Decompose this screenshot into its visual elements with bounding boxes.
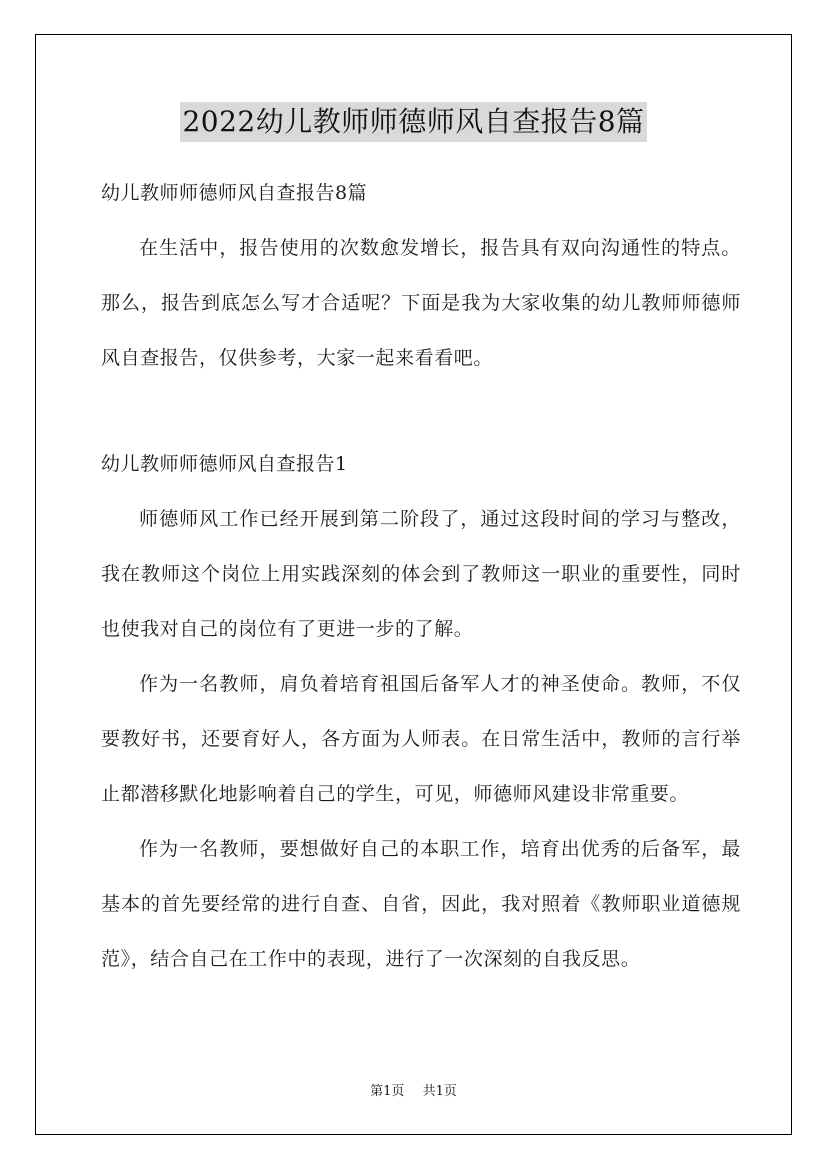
- document-title: 2022幼儿教师师德师风自查报告8篇: [180, 102, 646, 142]
- title-container: [0, 102, 827, 142]
- subtitle-text: 幼儿教师师德师风自查报告8篇: [101, 182, 368, 204]
- section-heading: 幼儿教师师德师风自查报告1: [101, 453, 348, 475]
- intro-paragraph: 在生活中，报告使用的次数愈发增长，报告具有双向沟通性的特点。那么，报告到底怎么写才合适呢？下面是我为大家收集的幼儿教师师德师风自查报告，仅供参考，大家一起来看看吧。: [101, 237, 741, 369]
- section-paragraph: 作为一名教师，肩负着培育祖国后备军人才的神圣使命。教师，不仅要教好书，还要育好人，各方面为人师表。在日常生活中，教师的言行举止都潜移默化地影响着自己的学生，可见，师德师风建设非常重要。: [101, 673, 741, 805]
- section-paragraph: 作为一名教师，要想做好自己的本职工作，培育出优秀的后备军，最基本的首先要经常的进行自查、自省，因此，我对照着《教师职业道德规范》，结合自己在工作中的表现，进行了一次深刻的自我反思。: [101, 838, 741, 970]
- section-paragraph: 师德师风工作已经开展到第二阶段了，通过这段时间的学习与整改，我在教师这个岗位上用实践深刻的体会到了教师这一职业的重要性，同时也使我对自己的岗位有了更进一步的了解。: [101, 508, 741, 640]
- page-number-total: 共1页: [422, 1084, 457, 1099]
- page-number-current: 第1页: [370, 1084, 405, 1099]
- report-section-1: [101, 437, 741, 987]
- document-subtitle: [101, 166, 741, 221]
- page-footer: [0, 1082, 827, 1102]
- intro-section: [101, 221, 741, 386]
